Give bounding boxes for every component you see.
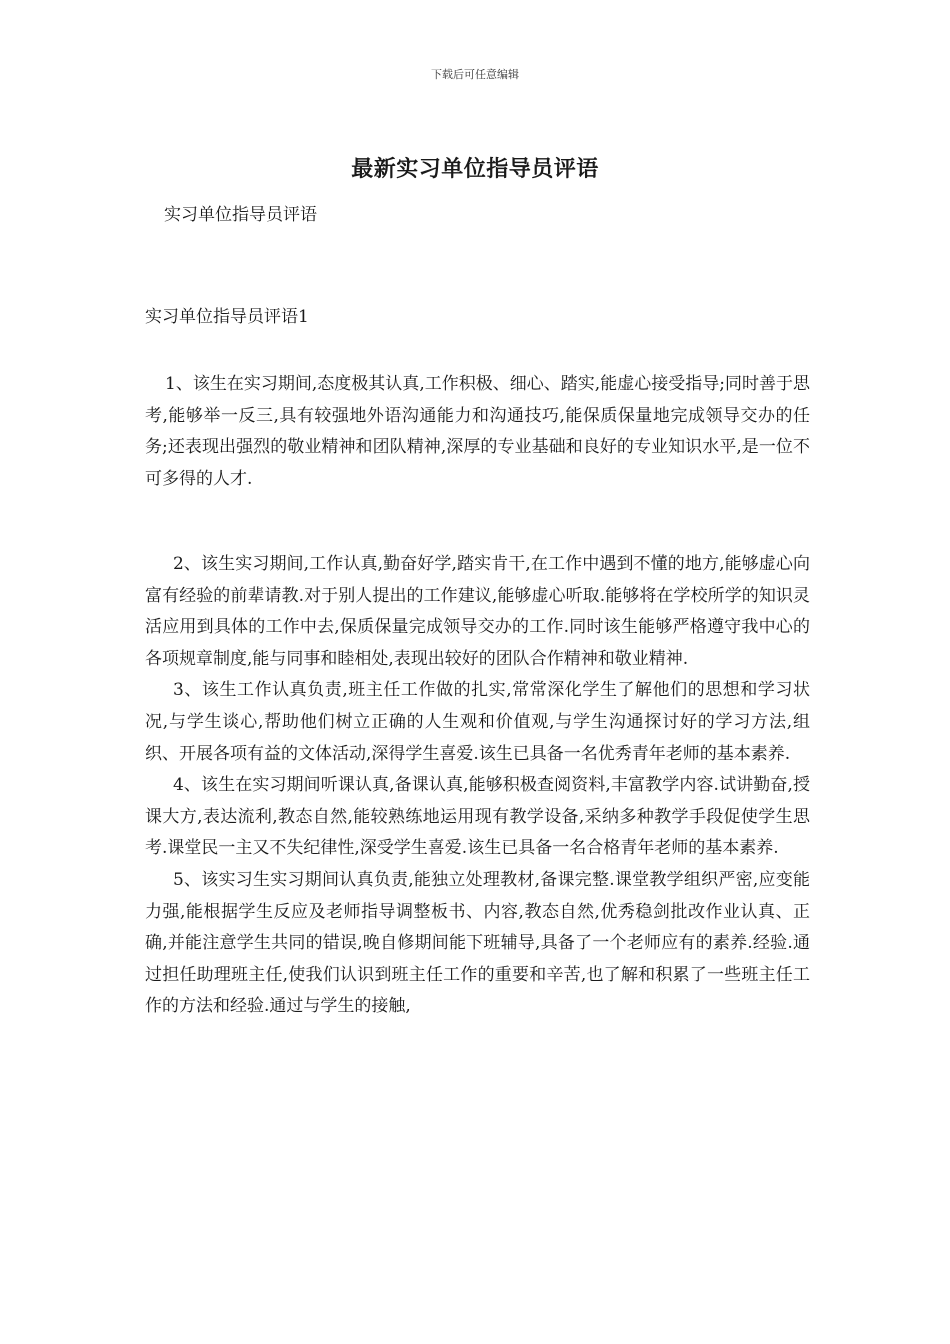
paragraph-4: 4、该生在实习期间听课认真,备课认真,能够积极查阅资料,丰富教学内容.试讲勤奋,授课大方,表达流利,教态自然,能较熟练地运用现有教学设备,采纳多种教学手段促使学生思考.课堂民一主又不失纪律性,深受学生喜爱.该生已具备一名合格青年老师的基本素养. bbox=[145, 775, 810, 859]
paragraph-5: 5、该实习生实习期间认真负责,能独立处理教材,备课完整.课堂教学组织严密,应变能力强,能根据学生反应及老师指导调整板书、内容,教态自然,优秀稳剑批改作业认真、正确,并能注意学生共同的错误,晚自修期间能下班辅导,具备了一个老师应有的素养.经验.通过担任助理班主任,使我们认识到班主任工作的重要和辛苦,也了解和积累了一些班主任工作的方法和经验.通过与学生的接触, bbox=[145, 869, 810, 1017]
paragraph-2: 2、该生实习期间,工作认真,勤奋好学,踏实肯干,在工作中遇到不懂的地方,能够虚心向富有经验的前辈请教.对于别人提出的工作建议,能够虚心听取.能够将在学校所学的知识灵活应用到具体的工作中去,保质保量完成领导交办的工作.同时该生能够严格遵守我中心的各项规章制度,能与同事和睦相处,表现出较好的团队合作精神和敬业精神. bbox=[145, 554, 810, 669]
paragraph-3: 3、该生工作认真负责,班主任工作做的扎实,常常深化学生了解他们的思想和学习状况,与学生谈心,帮助他们树立正确的人生观和价值观,与学生沟通探讨好的学习方法,组织、开展各项有益的文体活动,深得学生喜爱.该生已具备一名优秀青年老师的基本素养. bbox=[145, 680, 810, 764]
header-note: 下载后可任意编辑 bbox=[431, 68, 519, 81]
document-subtitle: 实习单位指导员评语 bbox=[164, 205, 317, 225]
paragraph-1: 1、该生在实习期间,态度极其认真,工作积极、细心、踏实,能虚心接受指导;同时善于思考,能够举一反三,具有较强地外语沟通能力和沟通技巧,能保质保量地完成领导交办的任务;还表现出强烈的敬业精神和团队精神,深厚的专业基础和良好的专业知识水平,是一位不可多得的人才. bbox=[145, 374, 810, 489]
paragraph-block-1 bbox=[145, 369, 810, 495]
document-title: 最新实习单位指导员评语 bbox=[351, 156, 599, 182]
section-heading: 实习单位指导员评语1 bbox=[145, 307, 309, 327]
paragraph-block-2 bbox=[145, 549, 810, 1023]
